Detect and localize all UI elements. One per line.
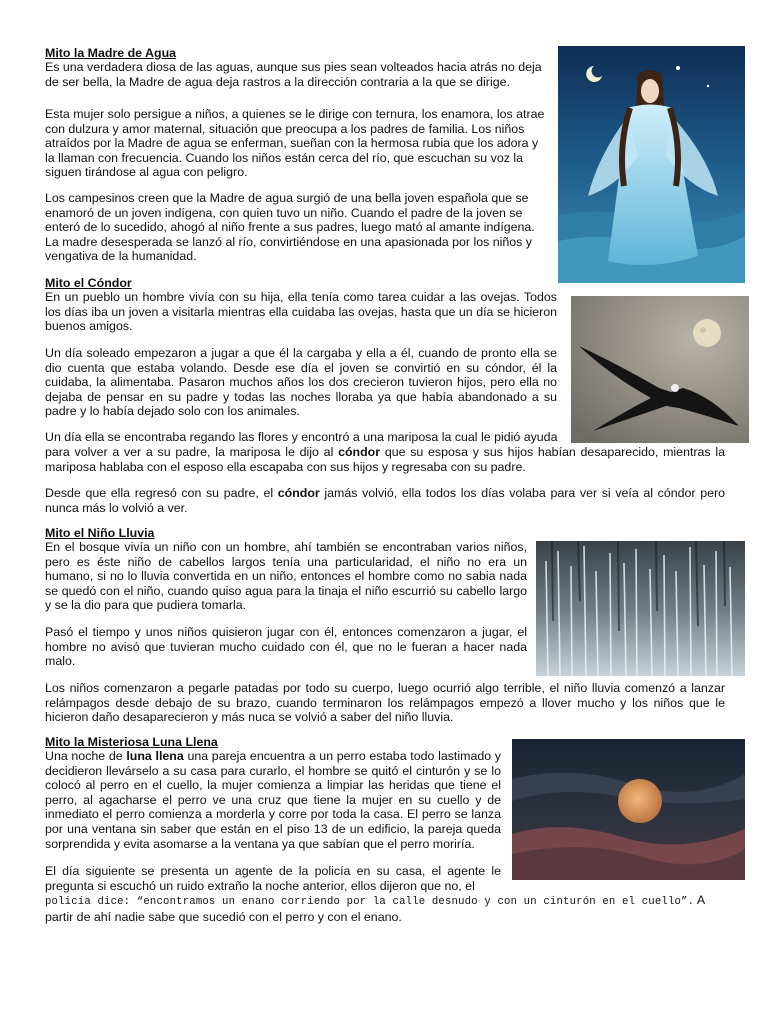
paragraph: Esta mujer solo persigue a niños, a quienes se le dirige con ternura, los enamora, los atrae con dulzura y amor maternal, situación que preocupa a los padres de familia. Los niños atraídos por la Madre de agua se enferman, sueñan con la hermosa rubia que los adora y la llaman con frecuencia. Cuando los niños están cerca del río, que escuchan su voz la siguen tirándose al agua con peligro. <box>45 107 545 180</box>
section-title-luna-llena: Mito la Misteriosa Luna Llena <box>45 735 218 749</box>
paragraph: policía dice: “encontramos un enano corriendo por la calle desnudo y con un cinturón en el cuello”. A partir de ahí nadie sabe que sucedió con el perro y con el enano. <box>45 893 705 924</box>
rain-image <box>536 541 745 676</box>
paragraph: Los niños comenzaron a pegarle patadas por todo su cuerpo, luego ocurrió algo terrible, el niño lluvia comenzó a lanzar relámpagos desde debajo de su brazo, cuando terminaron los relámpagos empezó a llover mucho y los niños que le hicieron daño desaparecieron y más nuca se volvió a saber del niño lluvia. <box>45 681 725 725</box>
paragraph: Un día soleado empezaron a jugar a que él la cargaba y ella a él, cuando de pronto ella se dio cuenta que estaba volando. Desde ese día el joven se convirtió en su cóndor, él la cuidaba, la alimentaba. Pasaron muchos años los dos crecieron tuvieron hijos, pero ella no dejaba de pensar en su padre y todas las noches lloraba ya que había abandonado a su padre y lo había dejado solo con los animales. <box>45 346 557 419</box>
paragraph-line: Un día ella se encontraba regando las flores y encontró a una mariposa la cual le pidió ayuda <box>45 430 558 444</box>
full-moon-image <box>512 739 745 880</box>
water-goddess-image <box>558 46 745 283</box>
paragraph: Los campesinos creen que la Madre de agua surgió de una bella joven española que se enamoró de un joven indígena, con quien tuvo un niño. Cuando el padre de la joven se enteró de lo sucedido, ahogó al niño frente a sus padres, luego mató al amante indígena. La madre desesperada se lanzó al río, convirtiéndose en una apasionada por los niños y vengativa de la humanidad. <box>45 191 535 264</box>
paragraph: Desde que ella regresó con su padre, el cóndor jamás volvió, ella todos los días volaba para ver si veía al cóndor pero nunca más lo volvió a ver. <box>45 486 725 515</box>
paragraph: Pasó el tiempo y unos niños quisieron jugar con él, entonces comenzaron a jugar, el hombre no avisó que tuvieran mucho cuidado con él, que no le fueran a hacer nada malo. <box>45 625 527 669</box>
section-title-condor: Mito el Cóndor <box>45 276 132 290</box>
paragraph: En el bosque vivía un niño con un hombre, ahí también se encontraban varios niños, pero es éste niño de cabellos largos tenía una particularidad, el niño no era un humano, si no lo lluvia convertida en un niño, entonces el hombre como no sabia nada se quedó con el niño, cuando quiso agua para la tinaja el niño escurrió su cabello largo y se la dio para que pudiera tomarla. <box>45 540 527 613</box>
section-title-nino-lluvia: Mito el Niño Lluvia <box>45 526 155 540</box>
paragraph: Es una verdadera diosa de las aguas, aunque sus pies sean volteados hacia atrás no deja de ser bella, la Madre de agua deja rastros a la dirección contraria a la que se dirige. <box>45 60 542 89</box>
paragraph: Una noche de luna llena una pareja encuentra a un perro estaba todo lastimado y decidieron llevárselo a su casa para curarlo, el hombre se quitó el cinturón y se lo colocó al perro en el cuello, la mujer comienza a limpiar las heridas que tiene el perro, al agacharse el perro ve una cruz que tiene la mujer en su cuello y de inmediato el perro comienza a morderla y corre por toda la casa. El perro se lanza por una ventana sin saber que están en el piso 13 de un edificio, la pareja queda sorprendida y evita asomarse a la ventana ya que sabían que el perro moriría. <box>45 749 501 851</box>
paragraph: para volver a ver a su padre, la mariposa le dijo al cóndor que su esposa y sus hijos habían desaparecido, mientras la mariposa hablaba con el esposo ella escapaba con sus hijos y regresaba con su padre. <box>45 445 725 474</box>
paragraph: En un pueblo un hombre vivía con su hija, ella tenía como tarea cuidar a las ovejas. Todos los días iba un joven a visitarla mientras ella cuidaba las ovejas, hasta que un día se hicieron buenos amigos. <box>45 290 557 334</box>
paragraph: El día siguiente se presenta un agente de la policía en su casa, el agente le pregunta si escuchó un ruido extraño la noche anterior, ellos dijeron que no, el <box>45 864 501 893</box>
condor-image <box>571 296 749 443</box>
section-title-madre-agua: Mito la Madre de Agua <box>45 46 177 60</box>
